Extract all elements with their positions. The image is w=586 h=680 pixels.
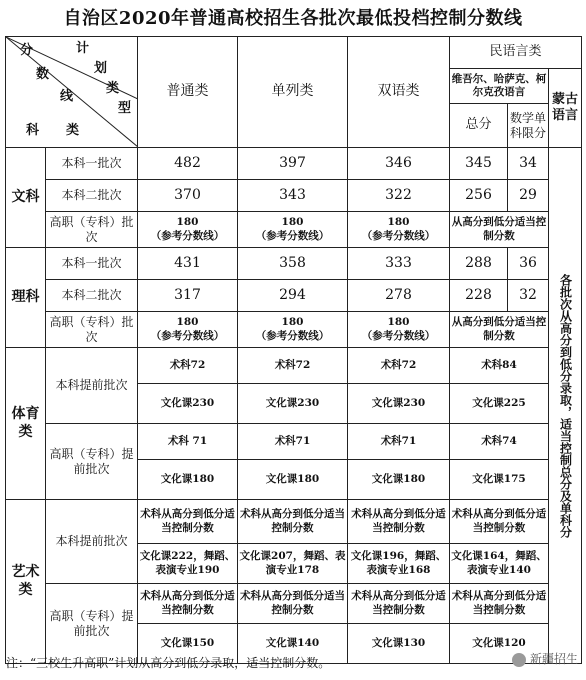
subject-tiyu: 体育类 [6, 348, 46, 500]
shuke-cell: 术科从高分到低分适当控制分数 [450, 500, 549, 544]
header-minyu: 民语言类 [450, 37, 582, 69]
score-cell: 29 [508, 180, 549, 212]
diag-label-xian: 线 [60, 89, 74, 104]
wenhua-cell: 文化课150 [138, 624, 238, 664]
header-weiwuer: 维吾尔、哈萨克、柯尔克孜语言 [450, 69, 549, 104]
score-value: 180 [176, 316, 199, 329]
header-shuangyu: 双语类 [348, 37, 450, 148]
batch-label: 高职（专科）提前批次 [46, 584, 138, 664]
batch-label: 本科一批次 [46, 248, 138, 280]
header-menggu: 蒙古语言 [549, 69, 582, 148]
batch-label: 高职（专科）批次 [46, 212, 138, 248]
wenhua-cell: 文化课225 [450, 384, 549, 424]
diag-label-shu: 数 [36, 67, 50, 82]
header-zongfen: 总分 [450, 104, 508, 148]
score-cell [348, 212, 450, 248]
batch-label: 本科提前批次 [46, 348, 138, 424]
header-danlie: 单列类 [238, 37, 348, 148]
score-cell: 36 [508, 248, 549, 280]
score-note: （参考分数线） [150, 229, 225, 242]
menggu-note: 各批次从高分到低分录取，适当控制总分及单科分 [558, 273, 573, 538]
wenhua-cell: 文化课222，舞蹈、表演专业190 [138, 544, 238, 584]
wenhua-cell: 文化课180 [138, 460, 238, 500]
page-title: 自治区2020年普通高校招生各批次最低投档控制分数线 [63, 8, 523, 29]
score-value: 180 [387, 316, 410, 329]
minyu-gaozhi-cell: 从高分到低分适当控制分数 [450, 212, 549, 248]
subject-like: 理科 [6, 248, 46, 348]
shuke-cell: 术科从高分到低分适当控制分数 [450, 584, 549, 624]
score-cell: 358 [238, 248, 348, 280]
score-cell: 278 [348, 280, 450, 312]
score-cell: 482 [138, 148, 238, 180]
wenhua-cell: 文化课180 [238, 460, 348, 500]
shuke-cell: 术科71 [348, 424, 450, 460]
diag-label-hua: 划 [94, 61, 108, 76]
score-cell [348, 312, 450, 348]
score-cell: 34 [508, 148, 549, 180]
batch-label: 本科提前批次 [46, 500, 138, 584]
diagonal-header-cell [6, 37, 138, 148]
score-cell [238, 212, 348, 248]
diag-label-ji: 计 [76, 41, 90, 56]
diag-label-lei2: 类 [66, 123, 80, 138]
score-cell: 397 [238, 148, 348, 180]
wenhua-cell: 文化课180 [348, 460, 450, 500]
score-cell [138, 212, 238, 248]
shuke-cell: 术科84 [450, 348, 549, 384]
score-value: 180 [387, 216, 410, 229]
score-cell: 228 [450, 280, 508, 312]
score-cell: 370 [138, 180, 238, 212]
score-note: （参考分数线） [255, 229, 330, 242]
batch-label: 高职（专科）提前批次 [46, 424, 138, 500]
watermark [512, 650, 578, 667]
batch-label: 本科二批次 [46, 280, 138, 312]
shuke-cell: 术科从高分到低分适当控制分数 [348, 584, 450, 624]
score-note: （参考分数线） [150, 329, 225, 342]
wenhua-cell: 文化课230 [238, 384, 348, 424]
score-cell: 32 [508, 280, 549, 312]
score-cell: 322 [348, 180, 450, 212]
wenhua-cell: 文化课230 [348, 384, 450, 424]
wenhua-cell: 文化课175 [450, 460, 549, 500]
score-value: 180 [281, 216, 304, 229]
batch-label: 高职（专科）批次 [46, 312, 138, 348]
shuke-cell: 术科72 [348, 348, 450, 384]
shuke-cell: 术科从高分到低分适当控制分数 [348, 500, 450, 544]
shuke-cell: 术科 71 [138, 424, 238, 460]
diag-label-ke: 科 [26, 123, 40, 138]
score-cell: 346 [348, 148, 450, 180]
score-cell: 294 [238, 280, 348, 312]
menggu-note-cell [549, 148, 582, 664]
wenhua-cell: 文化课207，舞蹈、表演专业178 [238, 544, 348, 584]
wenhua-cell: 文化课230 [138, 384, 238, 424]
shuke-cell: 术科从高分到低分适当控制分数 [238, 584, 348, 624]
batch-label: 本科二批次 [46, 180, 138, 212]
score-note: （参考分数线） [361, 229, 436, 242]
watermark-text: 新疆招生 [529, 652, 578, 666]
subject-yishu: 艺术类 [6, 500, 46, 664]
score-cell: 317 [138, 280, 238, 312]
score-note: （参考分数线） [361, 329, 436, 342]
header-putong: 普通类 [138, 37, 238, 148]
diag-label-fen: 分 [20, 43, 34, 58]
score-cell [138, 312, 238, 348]
wechat-icon [512, 653, 526, 667]
wenhua-cell: 文化课196，舞蹈、表演专业168 [348, 544, 450, 584]
shuke-cell: 术科从高分到低分适当控制分数 [138, 500, 238, 544]
score-cell: 256 [450, 180, 508, 212]
score-table [5, 36, 582, 664]
wenhua-cell: 文化课140 [238, 624, 348, 664]
shuke-cell: 术科从高分到低分适当控制分数 [138, 584, 238, 624]
minyu-gaozhi-cell: 从高分到低分适当控制分数 [450, 312, 549, 348]
shuke-cell: 术科71 [238, 424, 348, 460]
diag-label-lei: 类 [106, 81, 120, 96]
score-cell: 288 [450, 248, 508, 280]
shuke-cell: 术科72 [138, 348, 238, 384]
subject-wenke: 文科 [6, 148, 46, 248]
wenhua-cell: 文化课120 [450, 624, 549, 664]
score-cell: 431 [138, 248, 238, 280]
wenhua-cell: 文化课130 [348, 624, 450, 664]
score-note: （参考分数线） [255, 329, 330, 342]
score-cell: 345 [450, 148, 508, 180]
batch-label: 本科一批次 [46, 148, 138, 180]
diag-label-xing: 型 [118, 101, 132, 116]
score-cell: 333 [348, 248, 450, 280]
header-shuxue: 数学单科限分 [508, 104, 549, 148]
footnote: 注：“三校生升高职”计划从高分到低分录取，适当控制分数。 [6, 656, 331, 670]
shuke-cell: 术科74 [450, 424, 549, 460]
score-cell: 343 [238, 180, 348, 212]
shuke-cell: 术科从高分到低分适当控制分数 [238, 500, 348, 544]
wenhua-cell: 文化课164，舞蹈、表演专业140 [450, 544, 549, 584]
score-cell [238, 312, 348, 348]
score-value: 180 [176, 216, 199, 229]
score-value: 180 [281, 316, 304, 329]
shuke-cell: 术科72 [238, 348, 348, 384]
